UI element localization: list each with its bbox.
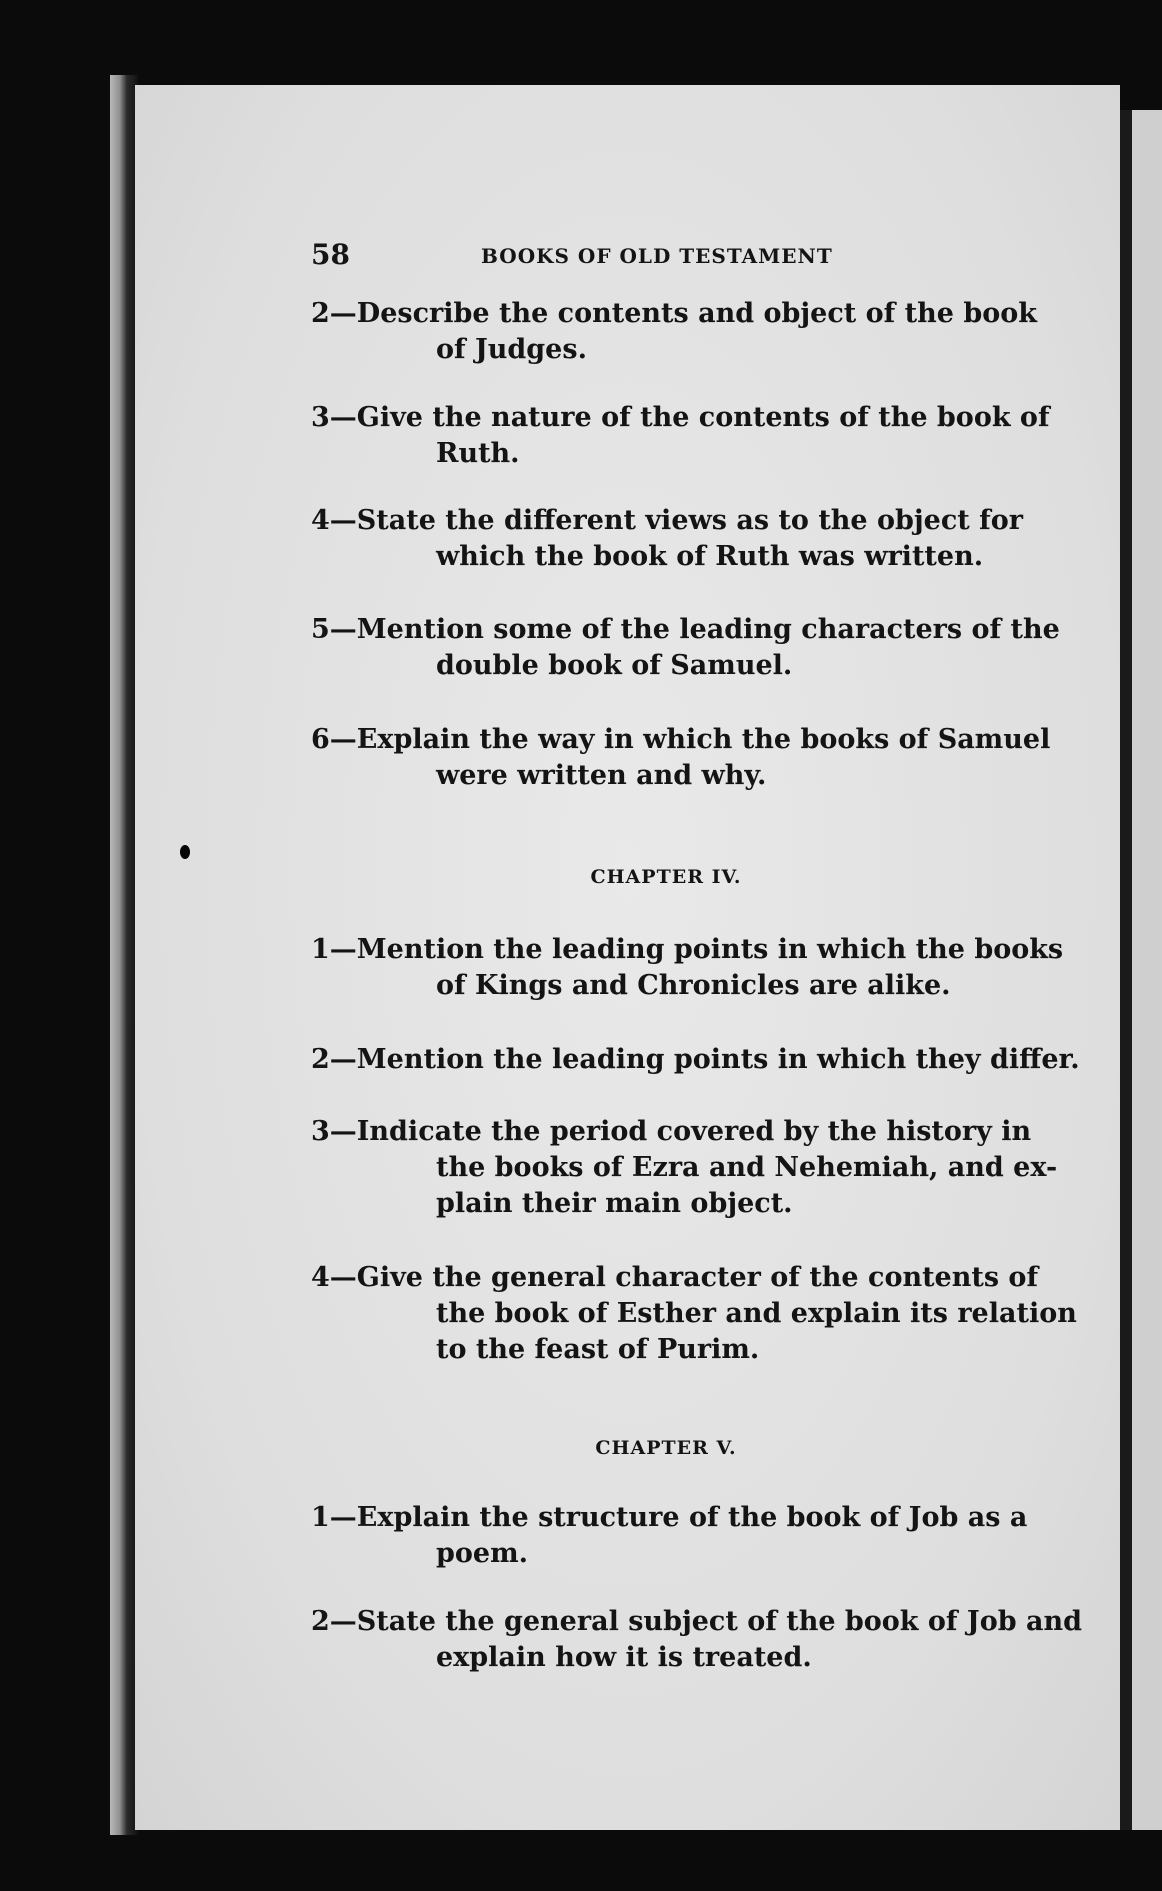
question-text: which the book of Ruth was written. [436,541,984,572]
question-text: were written and why. [436,760,767,791]
question-number: 2— [311,298,357,329]
question-item [311,1604,1082,1676]
question-number: 5— [311,614,357,645]
question-item [311,1500,1028,1572]
question-item [311,400,1050,472]
question-number: 6— [311,724,357,755]
question-text: Mention the leading points in which the books [356,934,1064,965]
chapter-heading: CHAPTER IV. [590,866,742,888]
question-text: Indicate the period covered by the history in [356,1116,1032,1147]
question-number: 4— [311,505,357,536]
question-text: explain how it is treated. [436,1642,812,1673]
question-item [311,503,1021,575]
question-text: plain their main object. [436,1188,793,1219]
question-text: Mention some of the leading characters of the [356,614,1060,645]
question-item [311,722,1051,794]
question-text: Ruth. [436,438,520,469]
margin-spot [180,845,190,859]
question-text: the books of Ezra and Nehemiah, and ex- [436,1152,1058,1183]
question-text: poem. [436,1538,529,1569]
question-text: State the different views as to the object for [356,505,1023,536]
binding-edge [110,75,138,1835]
question-text: to the feast of Purim. [436,1334,760,1365]
question-text: Give the general character of the contents of [356,1262,1039,1293]
question-text: Explain the way in which the books of Samuel [356,724,1051,755]
question-number: 2— [311,1606,357,1637]
question-item [311,1114,1058,1222]
question-text: of Judges. [436,334,587,365]
question-text: State the general subject of the book of Job and [356,1606,1082,1637]
question-item [311,1260,1077,1368]
page-header [311,238,1011,278]
question-item [311,296,1037,368]
question-text: the book of Esther and explain its relation [436,1298,1077,1329]
chapter-heading: CHAPTER V. [595,1437,737,1459]
question-text: Explain the structure of the book of Job as a [356,1502,1028,1533]
question-number: 4— [311,1262,357,1293]
question-text: Mention the leading points in which they differ. [356,1044,1080,1075]
question-number: 2— [311,1044,357,1075]
question-text: of Kings and Chronicles are alike. [436,970,951,1001]
question-text: Describe the contents and object of the book [356,298,1037,329]
question-text: double book of Samuel. [436,650,793,681]
running-head: BOOKS OF OLD TESTAMENT [481,244,833,268]
question-text: Give the nature of the contents of the book of [356,402,1050,433]
question-number: 3— [311,402,357,433]
question-number: 1— [311,1502,357,1533]
next-page-edge [1132,110,1162,1830]
question-number: 1— [311,934,357,965]
question-number: 3— [311,1116,357,1147]
right-gutter-shadow [1120,110,1132,1830]
question-item [311,932,1064,1004]
question-item [311,612,1060,684]
question-item [311,1042,1080,1078]
page-number: 58 [311,238,350,271]
